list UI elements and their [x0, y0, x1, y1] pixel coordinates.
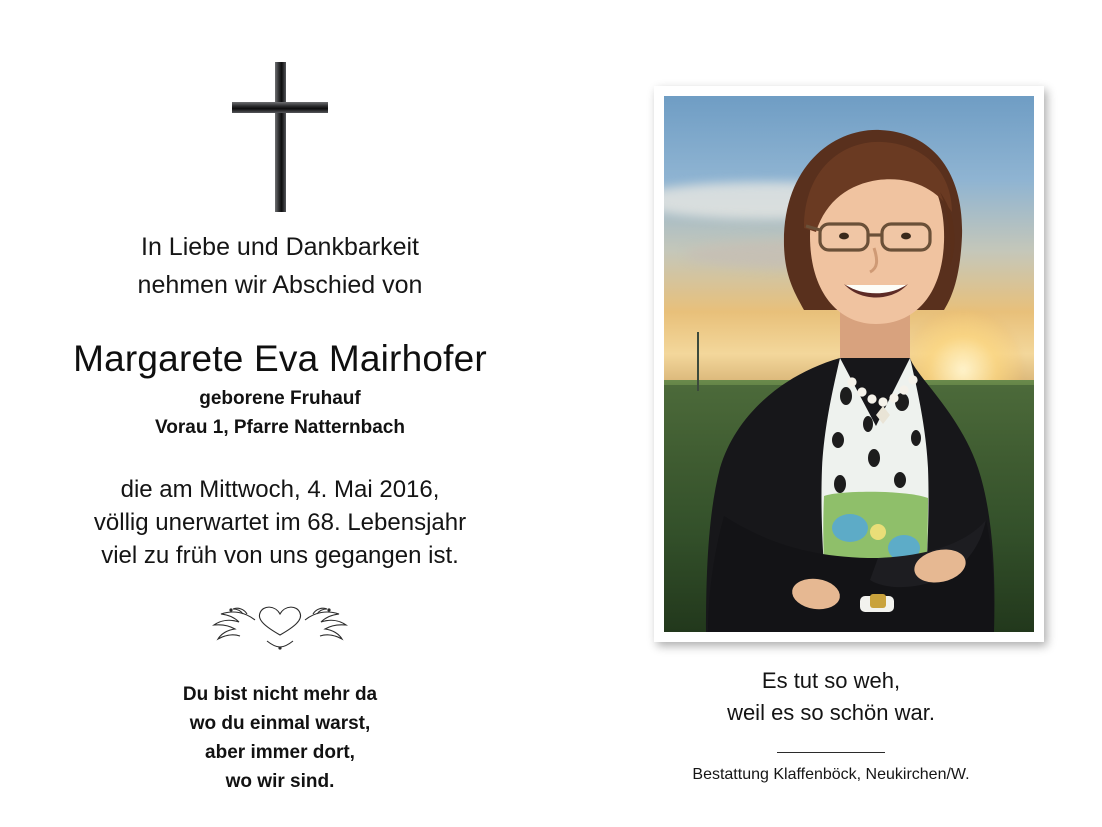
cross-horizontal-bar [232, 102, 328, 113]
verse-line-1: Du bist nicht mehr da [182, 684, 378, 705]
passing-line-2: völlig unerwartet im 68. Lebensjahr [93, 509, 467, 536]
divider-rule [777, 752, 885, 753]
passing-line-3: viel zu früh von uns gegangen ist. [101, 542, 459, 569]
deceased-name: Margarete Eva Mairhofer [73, 338, 487, 379]
passing-text [0, 473, 560, 572]
portrait-frame [654, 86, 1044, 642]
quote-line-1: Es tut so weh, [761, 668, 901, 693]
portrait-person [664, 96, 1034, 632]
memorial-right-column [560, 0, 1102, 827]
maiden-name: geborene Fruhauf [199, 388, 361, 409]
cross-container [0, 62, 560, 217]
funeral-home-credit: Bestattung Klaffenböck, Neukirchen/W. [692, 766, 970, 783]
memorial-quote [560, 665, 1102, 729]
verse-line-4: wo wir sind. [225, 771, 335, 792]
christian-cross-icon [232, 62, 328, 212]
quote-line-2: weil es so schön war. [727, 700, 935, 725]
portrait-photo [664, 96, 1034, 632]
parish-address: Vorau 1, Pfarre Natternbach [155, 417, 405, 438]
intro-line-2: nehmen wir Abschied von [137, 271, 423, 299]
verse-line-2: wo du einmal warst, [189, 713, 371, 734]
intro-text [0, 228, 560, 304]
cross-vertical-bar [275, 62, 286, 212]
intro-line-1: In Liebe und Dankbarkeit [141, 233, 419, 261]
passing-line-1: die am Mittwoch, 4. Mai 2016, [120, 476, 440, 503]
floral-heart-ornament-icon [0, 600, 560, 657]
verse-line-3: aber immer dort, [205, 742, 355, 763]
farewell-verse [0, 680, 560, 796]
